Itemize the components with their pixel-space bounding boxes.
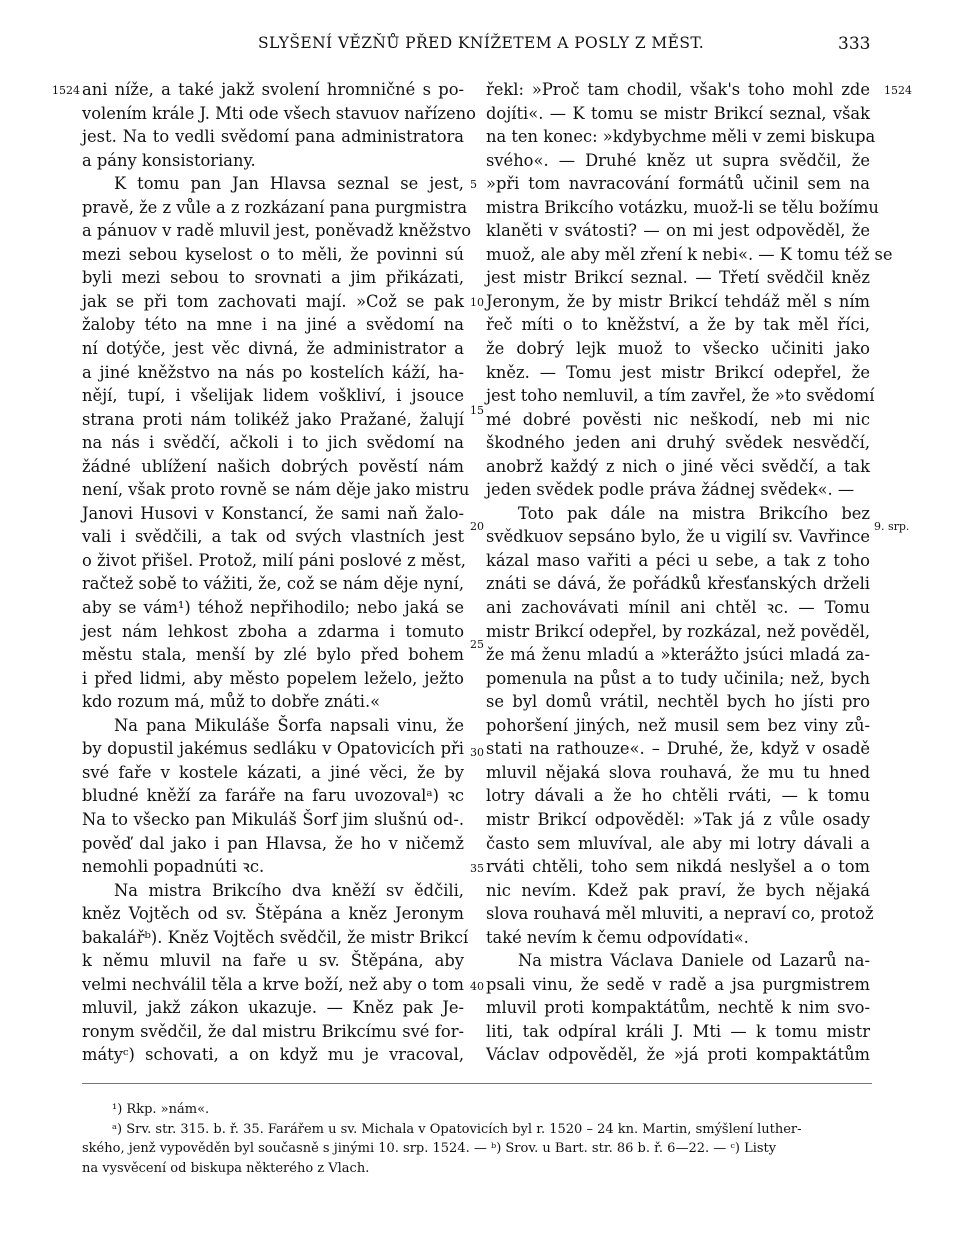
text-line: ní dotýče, jest věc divná, že administrator a <box>82 339 464 359</box>
text-line: bludné kněží za faráře na faru uvozovalᵃ) ꝛc <box>82 786 464 806</box>
text-line: anobrž každý z nich o jiné věci svědčí, a tak <box>486 456 870 476</box>
text-line: nějí, tupí, i všelijak lidem voškliví, i jsouce <box>82 386 464 406</box>
line-number: 35 <box>470 862 484 875</box>
text-line: i před lidmi, aby město popelem leželo, ježto <box>82 668 464 688</box>
text-line: Na mistra Václava Daniele od Lazarů na- <box>518 951 870 971</box>
text-line: mluvil nějaká slova rouhavá, že mu tu hned <box>486 762 870 782</box>
text-line: jest nám lehkost zboha a zdarma i tomuto <box>82 621 464 641</box>
text-line: kdo rozum má, můž to dobře znáti.« <box>82 692 381 712</box>
text-line: žádné ublížení našich dobrých pověstí nám <box>82 456 464 476</box>
text-line: řeč míti o to kněžství, a že by tak měl říci, <box>486 315 870 335</box>
text-line: není, však proto rovně se nám děje jako mistru <box>82 480 470 500</box>
text-line: Janovi Husovi v Konstancí, že sami naň žalo- <box>82 503 464 523</box>
text-line: »při tom navracování formátů učinil sem na <box>486 174 870 194</box>
text-line: muož, ale aby měl zření k nebi«. — K tomu též se <box>486 244 893 264</box>
text-line: řekl: »Proč tam chodil, však's toho mohl zde <box>486 80 870 99</box>
text-line: škodného jeden ani druhý svědek nesvědčí, <box>486 433 870 453</box>
text-line: strana proti nám tolikéž jako Pražané, žalují <box>82 409 464 429</box>
line-number: 40 <box>470 980 484 993</box>
text-line: kněz Vojtěch od sv. Štěpána a kněz Jeronym <box>82 904 464 924</box>
text-line: byli mezi sebou to srovnati a jim přikázati, <box>82 268 464 288</box>
footnote-divider <box>82 1083 872 1084</box>
line-number: 20 <box>470 520 484 533</box>
text-line: aby se vám¹) téhož nepřihodilo; nebo jaká se <box>82 598 464 618</box>
text-line: K tomu pan Jan Hlavsa seznal se jest, <box>114 174 464 194</box>
text-line: své faře v kostele kázati, a jiné věci, že by <box>82 762 464 782</box>
text-line: pravě, že z vůle a z rozkázaní pana purgmistra <box>82 197 468 217</box>
text-line: dojíti«. — K tomu se mistr Brikcí seznal, však <box>486 103 870 123</box>
text-line: žaloby této na mne i na jiné a svědomí na <box>82 315 464 335</box>
text-line: volením krále J. Mti ode všech stavuov nařízeno <box>82 103 476 123</box>
text-line: psali vinu, že sedě v radě a jsa purgmistrem <box>486 974 870 994</box>
page-number: 333 <box>838 34 871 54</box>
text-line: na ten konec: »kdybychme měli v zemi biskupa <box>486 127 876 147</box>
text-line: se byl domů vrátil, nechtěl bych ho jísti pro <box>486 692 870 712</box>
text-line: svědkuov sepsáno bylo, že u vigilí sv. Vavřince <box>486 527 870 547</box>
text-line: že má ženu mladú a »kterážto jsúci mladá za- <box>486 645 870 665</box>
text-line: pomenula na půst a to tudy učinila; než, bych <box>486 668 870 688</box>
text-line: nemohli popadnúti ꝛc. <box>82 857 265 877</box>
text-line: ronym svědčil, že dal mistru Brikcímu své for- <box>82 1021 464 1041</box>
text-line: jest mistr Brikcí seznal. — Třetí svědčil kněz <box>486 268 870 288</box>
text-line: a pánuov v radě mluvil jest, poněvadž kněžstvo <box>82 221 471 241</box>
text-line: stati na rathouze«. – Druhé, že, když v osadě <box>486 739 870 759</box>
text-line: nic nevím. Kdež pak praví, že bych nějaká <box>486 880 870 900</box>
line-number: 5 <box>470 178 477 191</box>
text-line: jeden svědek podle práva žádnej svědek«. — <box>486 480 855 500</box>
footnote-line: ského, jenž vypověděn byl současně s jinými 10. srp. 1524. — ᵇ) Srov. u Bart. str. 86 b. ř. 6—22. — ᶜ) Listy <box>82 1141 777 1156</box>
left-column <box>82 78 476 1067</box>
page-header <box>0 34 960 58</box>
footnote-line: na vysvěcení od biskupa některého z Vlach. <box>82 1160 370 1176</box>
text-line: a pány konsistoriany. <box>82 150 256 170</box>
text-line: velmi nechválil těla a krve boží, než aby o tom <box>82 974 464 994</box>
text-line: lotry dávali a že ho chtěli rváti, — k tomu <box>486 786 870 806</box>
text-line: račtež sobě to vážiti, že, což se nám děje nyní, <box>82 574 464 594</box>
text-line: Na mistra Brikcího dva kněží sv ědčili, <box>114 880 464 900</box>
text-line: rváti chtěli, toho sem nikdá neslyšel a o tom <box>486 857 870 877</box>
text-line: mezi sebou kyselost o to měli, že povinni sú <box>82 244 464 264</box>
text-line: Na to všecko pan Mikuláš Šorf jim slušnú od-. <box>82 809 464 829</box>
text-line: Václav odpověděl, že »já proti kompaktátům <box>486 1045 870 1065</box>
footnote-line: ᵃ) Srv. str. 315. b. ř. 35. Farářem u sv. Michala v Opatovicích byl r. 1520 – 24 kn. Martin, smýšlení luther- <box>112 1121 802 1137</box>
text-line: liti, tak odpíral králi J. Mti — k tomu mistr <box>486 1021 870 1041</box>
text-line: by dopustil jakémus sedláku v Opatovicích při <box>82 739 464 759</box>
text-line: mátyᶜ) schovati, a on když mu je vracoval, <box>82 1045 464 1065</box>
text-line: mluvil, jakž zákon ukazuje. — Kněz pak Je- <box>82 998 464 1018</box>
line-number: 25 <box>470 638 484 651</box>
running-title: SLYŠENÍ VĚZŇŮ PŘED KNÍŽETEM A POSLY Z MĚST. <box>258 34 705 52</box>
text-line: na nás i svědčí, ačkoli i to jich svědomí na <box>82 433 464 453</box>
footnotes <box>82 1100 872 1178</box>
text-line: o život přišel. Protož, milí páni poslové z měst, <box>82 550 466 570</box>
text-line: že dobrý lejk muož to všecko učiniti jako <box>486 339 870 359</box>
margin-date-note: 9. srp. <box>874 520 910 533</box>
text-line: Jeronym, že by mistr Brikcí tehdáž měl s ním <box>486 291 870 311</box>
text-line: jest. Na to vedli svědomí pana administratora <box>82 127 464 147</box>
line-number: 10 <box>470 296 484 309</box>
text-line: znáti se dává, že pořádků křesťanských drželi <box>486 574 870 594</box>
text-line: jak se při tom zachovati mají. »Což se pak <box>82 291 464 311</box>
text-line: kázal maso vařiti a péci u sebe, a tak z toho <box>486 550 870 570</box>
text-line: a jiné kněžstvo na nás po kostelích káží, ha- <box>82 362 464 382</box>
text-line: svého«. — Druhé kněz ut supra svědčil, že <box>486 150 870 170</box>
text-line: k němu mluvil na faře u sv. Štěpána, aby <box>82 951 464 971</box>
text-line: Na pana Mikuláše Šorfa napsali vinu, že <box>114 715 464 735</box>
text-line: mistr Brikcí odepřel, by rozkázal, než pověděl, <box>486 621 870 641</box>
line-number: 15 <box>470 404 484 417</box>
text-line: mé dobré pověsti nic neškodí, neb mi nic <box>486 409 870 429</box>
margin-year-left: 1524 <box>52 84 80 97</box>
line-number: 30 <box>470 746 484 759</box>
text-line: Toto pak dále na mistra Brikcího bez <box>518 503 870 523</box>
text-line: často sem mluvíval, ale aby mi lotry dávali a <box>486 833 870 853</box>
text-line: slova rouhavá měl mluviti, a nepraví co, protož <box>486 904 874 924</box>
text-line: mluvil proti kompaktátům, nechtě k nim svo- <box>486 998 870 1018</box>
text-line: mistr Brikcí odpověděl: »Tak já z vůle osady <box>486 809 870 829</box>
margin-year-right: 1524 <box>884 84 912 97</box>
text-line: jest toho nemluvil, a tím zavřel, že »to svědomí <box>486 386 875 406</box>
text-line: mistra Brikcího votázku, muož-li se tělu božímu <box>486 197 879 217</box>
text-line: městu stala, menší by zlé bylo před bohem <box>82 645 464 665</box>
text-line: také nevím k čemu odpovídati«. <box>486 927 749 947</box>
text-line: vali i svědčili, a tak od svých vlastních jest <box>82 527 464 547</box>
text-line: pohoršení jiných, než musil sem bez viny zů- <box>486 715 870 735</box>
text-line: bakalářᵇ). Kněz Vojtěch svědčil, že mistr Brikcí <box>82 927 469 947</box>
text-line: klaněti v svátosti? — on mi jest odpověděl, že <box>486 221 870 241</box>
text-line: ani níže, a také jakž svolení hromničné s po- <box>82 80 464 99</box>
footnote-line: ¹) Rkp. »nám«. <box>112 1102 210 1117</box>
text-line: pověď dal jako i pan Hlavsa, že ho v ničemž <box>82 833 464 853</box>
text-line: ani zachovávati mínil ani chtěl ꝛc. — Tomu <box>486 598 870 618</box>
text-line: kněz. — Tomu jest mistr Brikcí odepřel, že <box>486 362 870 382</box>
